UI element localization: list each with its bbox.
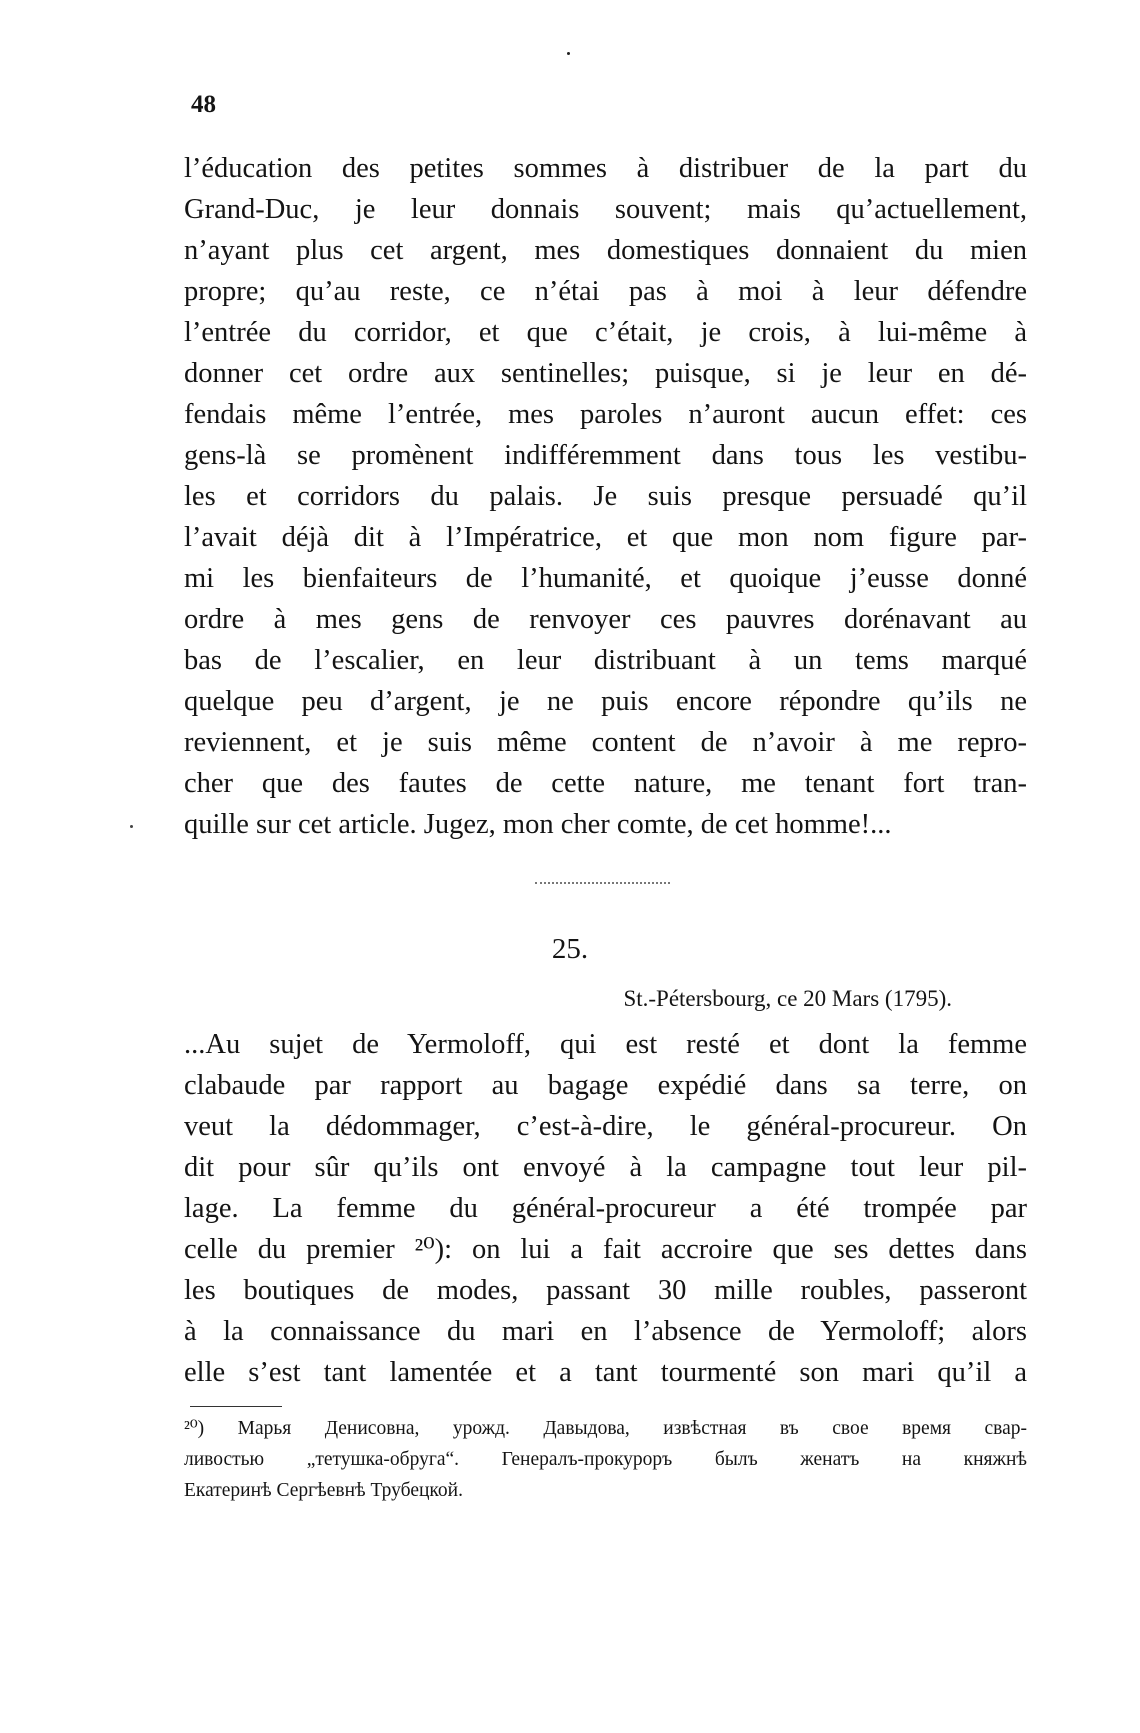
text-line: clabaude par rapport au bagage expédié dans sa terre, on (184, 1070, 1027, 1101)
text-line: les et corridors du palais. Je suis presque persuadé qu’il (184, 481, 1027, 512)
text-line: veut la dédommager, c’est-à-dire, le général-procureur. On (184, 1111, 1027, 1142)
text-line: l’avait déjà dit à l’Impératrice, et que mon nom figure par- (184, 522, 1027, 553)
text-line: gens-là se promènent indifféremment dans tous les vestibu- (184, 440, 1027, 471)
section-divider (535, 882, 670, 884)
text-line: lage. La femme du général-procureur a été trompée par (184, 1193, 1027, 1224)
text-line: quelque peu d’argent, je ne puis encore répondre qu’ils ne (184, 686, 1027, 717)
text-line: les boutiques de modes, passant 30 mille roubles, passeront (184, 1275, 1027, 1306)
letter-number: 25. (551, 933, 589, 965)
text-line: mi les bienfaiteurs de l’humanité, et quoique j’eusse donné (184, 563, 1027, 594)
text-line: l’éducation des petites sommes à distribuer de la part du (184, 153, 1027, 184)
text-line: elle s’est tant lamentée et a tant tourmenté son mari qu’il a (184, 1357, 1027, 1388)
text-line: dit pour sûr qu’ils ont envoyé à la campagne tout leur pil- (184, 1152, 1027, 1183)
text-line: l’entrée du corridor, et que c’était, je crois, à lui-même à (184, 317, 1027, 348)
text-line: fendais même l’entrée, mes paroles n’auront aucun effet: ces (184, 399, 1027, 430)
text-line: celle du premier ²⁰): on lui a fait accroire que ses dettes dans (184, 1234, 1027, 1265)
text-line: propre; qu’au reste, ce n’étai pas à moi à leur défendre (184, 276, 1027, 307)
footnote-rule (190, 1406, 282, 1407)
scan-speck (130, 825, 133, 828)
paragraph-continuation (184, 148, 1027, 845)
letter-dateline: St.-Pétersbourg, ce 20 Mars (1795). (623, 986, 952, 1011)
footnote (184, 1413, 1027, 1506)
footnote-line: ²⁰) Марья Денисовна, урожд. Давыдова, извѣстная въ свое время свар- (184, 1418, 1027, 1439)
page-number: 48 (191, 91, 216, 118)
text-line: reviennent, et je suis même content de n’avoir à me repro- (184, 727, 1027, 758)
text-line: ...Au sujet de Yermoloff, qui est resté et dont la femme (184, 1029, 1027, 1060)
text-line: à la connaissance du mari en l’absence de Yermoloff; alors (184, 1316, 1027, 1347)
scan-speck (567, 52, 570, 55)
text-line: quille sur cet article. Jugez, mon cher comte, de cet homme!... (184, 809, 892, 840)
footnote-line: Екатеринѣ Сергѣевнѣ Трубецкой. (184, 1480, 463, 1501)
text-line: bas de l’escalier, en leur distribuant à un tems marqué (184, 645, 1027, 676)
text-line: donner cet ordre aux sentinelles; puisque, si je leur en dé- (184, 358, 1027, 389)
footnote-line: ливостью „тетушка-обруга“. Генералъ-прокуроръ былъ женатъ на княжнѣ (184, 1449, 1027, 1470)
text-line: Grand-Duc, je leur donnais souvent; mais qu’actuellement, (184, 194, 1027, 225)
letter-body (184, 1024, 1027, 1393)
text-line: n’ayant plus cet argent, mes domestiques donnaient du mien (184, 235, 1027, 266)
text-line: ordre à mes gens de renvoyer ces pauvres dorénavant au (184, 604, 1027, 635)
text-line: cher que des fautes de cette nature, me tenant fort tran- (184, 768, 1027, 799)
